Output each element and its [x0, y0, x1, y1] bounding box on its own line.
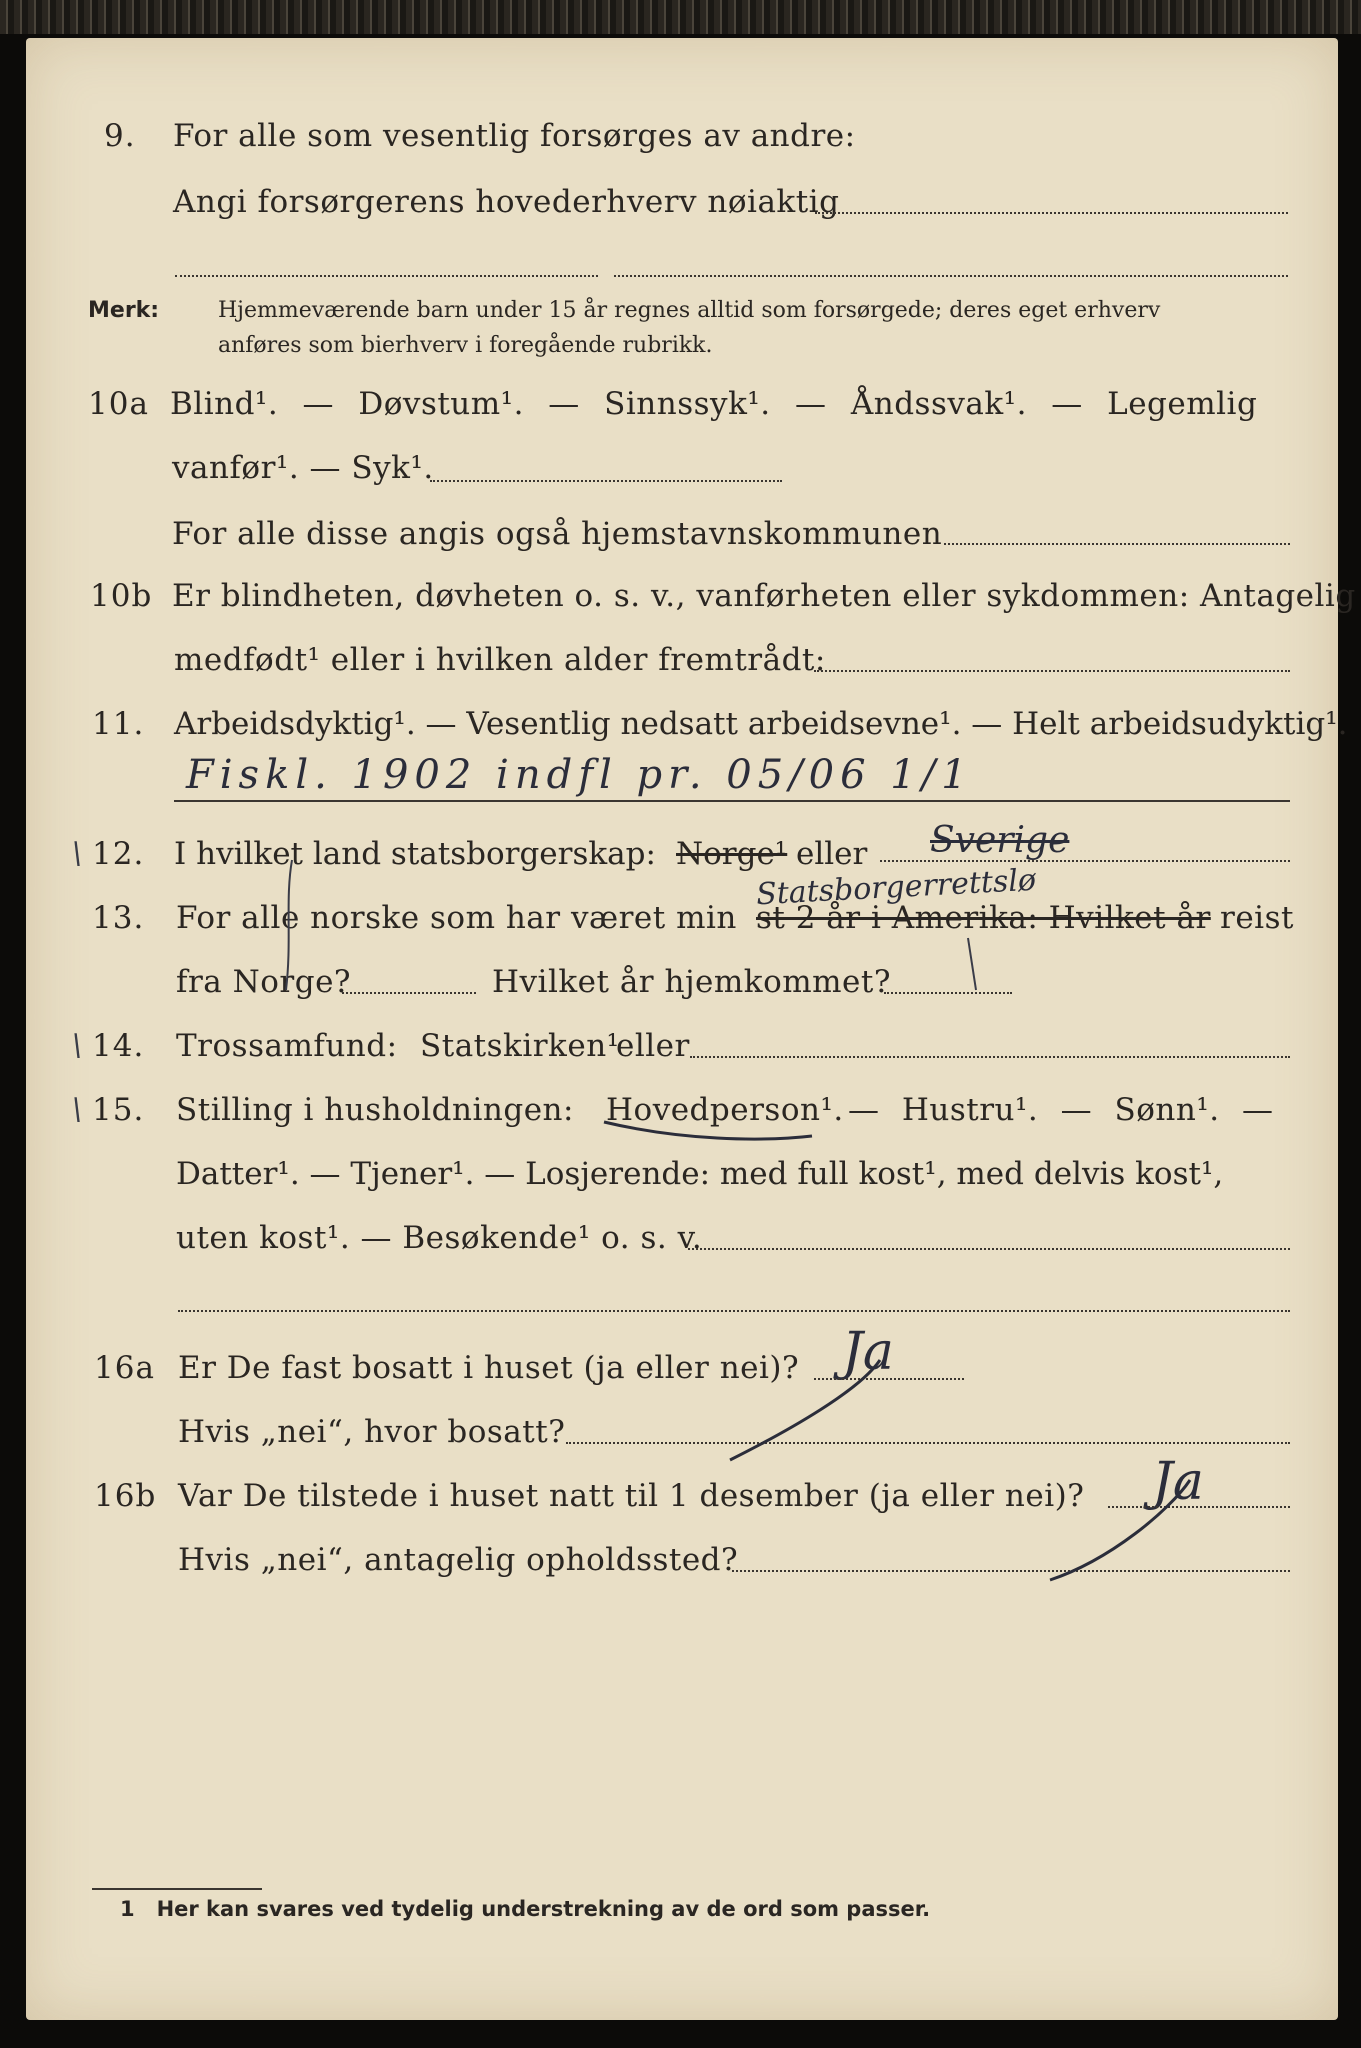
q10a-hjemstavn-field[interactable] [944, 543, 1290, 545]
q12-eller: eller [796, 836, 868, 872]
q13-hjemkommet-field[interactable] [884, 992, 1012, 994]
q10b-number: 10b [90, 578, 153, 614]
q14-statskirken: Statskirken¹ [420, 1028, 620, 1064]
q16b-answer: Ja [1152, 1452, 1204, 1512]
q16a-line1: Er De fast bosatt i huset (ja eller nei)? [178, 1350, 800, 1386]
q14-answer-field[interactable] [690, 1056, 1290, 1058]
q11-handwriting: Fiskl. 1902 indfl pr. 05/06 1/1 [186, 752, 973, 798]
q13-line2b: Hvilket år hjemkommet? [492, 964, 891, 1000]
q14-text: Trossamfund: [176, 1028, 398, 1064]
q11-number: 11. [92, 706, 145, 742]
q12-norge: Norge¹ [676, 836, 788, 872]
q15-line2: Datter¹. — Tjener¹. — Losjerende: med full kost¹, med delvis kost¹, [176, 1156, 1224, 1192]
q11-answer-line[interactable] [174, 800, 1290, 802]
q10b-answer-field[interactable] [814, 670, 1290, 672]
q15-line1a: Stilling i husholdningen: [176, 1092, 574, 1128]
footnote-text: Her kan svares ved tydelig understrekning av de ord som passer. [156, 1897, 931, 1921]
scan-top-edge [0, 0, 1361, 34]
q15-line1b: — Hustru¹. — Sønn¹. — [848, 1092, 1274, 1128]
q16a-answer-field[interactable] [814, 1378, 964, 1380]
q10a-line3: For alle disse angis også hjemstavnskommunen [172, 516, 943, 552]
merk-line1: Hjemmeværende barn under 15 år regnes alltid som forsørgede; deres eget erhverv [218, 298, 1161, 323]
footnote-mark: 1 [120, 1897, 135, 1921]
q13-reist-field[interactable] [342, 992, 476, 994]
q15-line3: uten kost¹. — Besøkende¹ o. s. v. [176, 1220, 703, 1256]
q16b-line2: Hvis „nei“, antagelig opholdssted? [178, 1542, 739, 1578]
footnote [120, 1897, 930, 1921]
q10b-line2: medfødt¹ eller i hvilken alder fremtrådt: [174, 642, 826, 678]
q10a-number: 10a [88, 386, 149, 422]
q9-answer-field-2a[interactable] [175, 275, 598, 277]
q14-checkmark: \ [72, 1028, 83, 1063]
q12-checkmark: \ [72, 836, 83, 871]
q16a-line2: Hvis „nei“, hvor bosatt? [178, 1414, 566, 1450]
q11-line1: Arbeidsdyktig¹. — Vesentlig nedsatt arbeidsevne¹. — Helt arbeidsudyktig¹. [174, 706, 1348, 742]
q9-answer-field-2b[interactable] [614, 275, 1288, 277]
q16b-line1: Var De tilstede i huset natt til 1 desember (ja eller nei)? [178, 1478, 1085, 1514]
q16a-bosatt-field[interactable] [566, 1442, 1290, 1444]
q12-handwriting-sverige: Sverige [930, 820, 1070, 861]
q9-line2: Angi forsørgerens hovederhverv nøiaktig [173, 184, 840, 220]
q16b-answer-field[interactable] [1108, 1506, 1290, 1508]
q12-text-a: I hvilket land statsborgerskap: [174, 836, 656, 872]
q10a-line2: vanfør¹. — Syk¹. [172, 450, 434, 486]
q15-answer-field[interactable] [688, 1248, 1290, 1250]
q13-line1c: reist [1220, 900, 1294, 936]
q9-number: 9. [104, 118, 136, 154]
q9-line1: For alle som vesentlig forsørges av andre: [173, 118, 856, 154]
q9-answer-field[interactable] [815, 212, 1288, 214]
q13-number: 13. [92, 900, 145, 936]
q13-line1b: st 2 år i Amerika: Hvilket år [756, 900, 1211, 936]
q14-eller: eller [616, 1028, 690, 1064]
q16b-opholdssted-field[interactable] [732, 1570, 1290, 1572]
q13-line2a: fra Norge? [176, 964, 352, 1000]
footnote-rule [92, 1888, 262, 1890]
q12-number: 12. [92, 836, 145, 872]
q10a-syk-field[interactable] [430, 480, 782, 482]
q15-number: 15. [92, 1092, 145, 1128]
q10b-line1: Er blindheten, døvheten o. s. v., vanførheten eller sykdommen: Antagelig [172, 578, 1356, 614]
q16b-number: 16b [94, 1478, 157, 1514]
q14-number: 14. [92, 1028, 145, 1064]
merk-line2: anføres som bierhverv i foregående rubrikk. [218, 333, 713, 358]
merk-label: Merk: [88, 298, 160, 323]
q12-handwriting-statsborger: Statsborgerrettslø [755, 862, 1037, 913]
q15-checkmark: \ [72, 1092, 83, 1127]
q15-answer-field-2[interactable] [178, 1310, 1290, 1312]
q16a-number: 16a [94, 1350, 155, 1386]
q12-answer-field[interactable] [880, 860, 1290, 862]
q13-line1a: For alle norske som har været min [176, 900, 737, 936]
q15-hovedperson: Hovedperson¹. [606, 1092, 844, 1128]
q10a-line1: Blind¹. — Døvstum¹. — Sinnssyk¹. — Åndssvak¹. — Legemlig [170, 386, 1258, 422]
q16a-answer: Ja [842, 1322, 894, 1382]
